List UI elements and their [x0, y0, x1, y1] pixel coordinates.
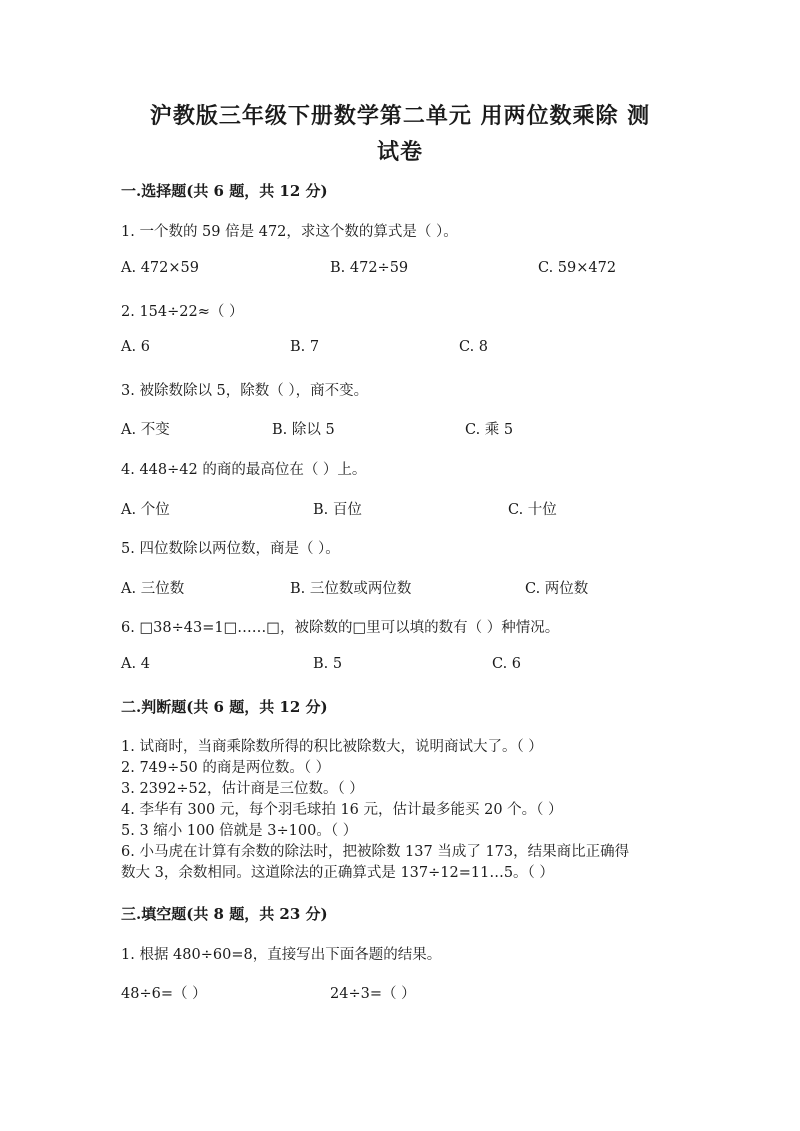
q6-option-b: B. 5 — [313, 656, 343, 672]
question-6: 6. □38÷43=1□……□，被除数的□里可以填的数有（ ）种情况。 — [121, 620, 560, 636]
judge-item-5: 5. 3 缩小 100 倍就是 3÷100。（ ） — [121, 823, 358, 839]
q3-option-b: B. 除以 5 — [272, 422, 335, 438]
q2-option-b: B. 7 — [290, 339, 320, 355]
q6-option-c: C. 6 — [492, 656, 522, 672]
q3-option-a: A. 不变 — [121, 422, 170, 438]
page-title — [100, 98, 700, 170]
q5-option-b: B. 三位数或两位数 — [290, 581, 412, 597]
judge-item-1: 1. 试商时，当商乘除数所得的积比被除数大，说明商试大了。（ ） — [121, 739, 543, 755]
judge-item-2: 2. 749÷50 的商是两位数。（ ） — [121, 760, 331, 776]
q3-option-c: C. 乘 5 — [465, 422, 514, 438]
question-4: 4. 448÷42 的商的最高位在（ ）上。 — [121, 462, 367, 478]
q2-option-a: A. 6 — [121, 339, 150, 355]
q4-option-a: A. 个位 — [121, 502, 170, 518]
q6-option-a: A. 4 — [121, 656, 150, 672]
judge-item-6-line-2: 数大 3，余数相同。这道除法的正确算式是 137÷12=11…5。（ ） — [121, 865, 554, 881]
question-5: 5. 四位数除以两位数，商是（ ）。 — [121, 541, 340, 557]
fill-blank-2: 24÷3=（ ） — [330, 986, 416, 1002]
q5-option-a: A. 三位数 — [121, 581, 185, 597]
q4-option-c: C. 十位 — [508, 502, 557, 518]
question-2: 2. 154÷22≈（ ） — [121, 304, 244, 320]
section-heading-fill: 三.填空题(共 8 题，共 23 分) — [121, 905, 328, 923]
q4-option-b: B. 百位 — [313, 502, 362, 518]
q1-option-c: C. 59×472 — [538, 260, 617, 276]
judge-item-4: 4. 李华有 300 元，每个羽毛球拍 16 元，估计最多能买 20 个。（ ） — [121, 802, 563, 818]
q5-option-c: C. 两位数 — [525, 581, 589, 597]
q2-option-c: C. 8 — [459, 339, 489, 355]
title-line-1: 沪教版三年级下册数学第二单元 用两位数乘除 测 — [149, 103, 651, 129]
judge-item-6-line-1: 6. 小马虎在计算有余数的除法时，把被除数 137 当成了 173，结果商比正确得 — [121, 844, 630, 860]
judge-item-3: 3. 2392÷52，估计商是三位数。（ ） — [121, 781, 364, 797]
title-line-2: 试卷 — [376, 139, 423, 165]
q1-option-b: B. 472÷59 — [330, 260, 409, 276]
fill-question-1: 1. 根据 480÷60=8，直接写出下面各题的结果。 — [121, 947, 442, 963]
q1-option-a: A. 472×59 — [121, 260, 199, 276]
section-heading-judge: 二.判断题(共 6 题，共 12 分) — [121, 698, 328, 716]
section-heading-choice: 一.选择题(共 6 题，共 12 分) — [121, 182, 328, 200]
fill-blank-1: 48÷6=（ ） — [121, 986, 207, 1002]
question-1: 1. 一个数的 59 倍是 472，求这个数的算式是（ ）。 — [121, 224, 458, 240]
question-3: 3. 被除数除以 5，除数（ ），商不变。 — [121, 383, 369, 399]
